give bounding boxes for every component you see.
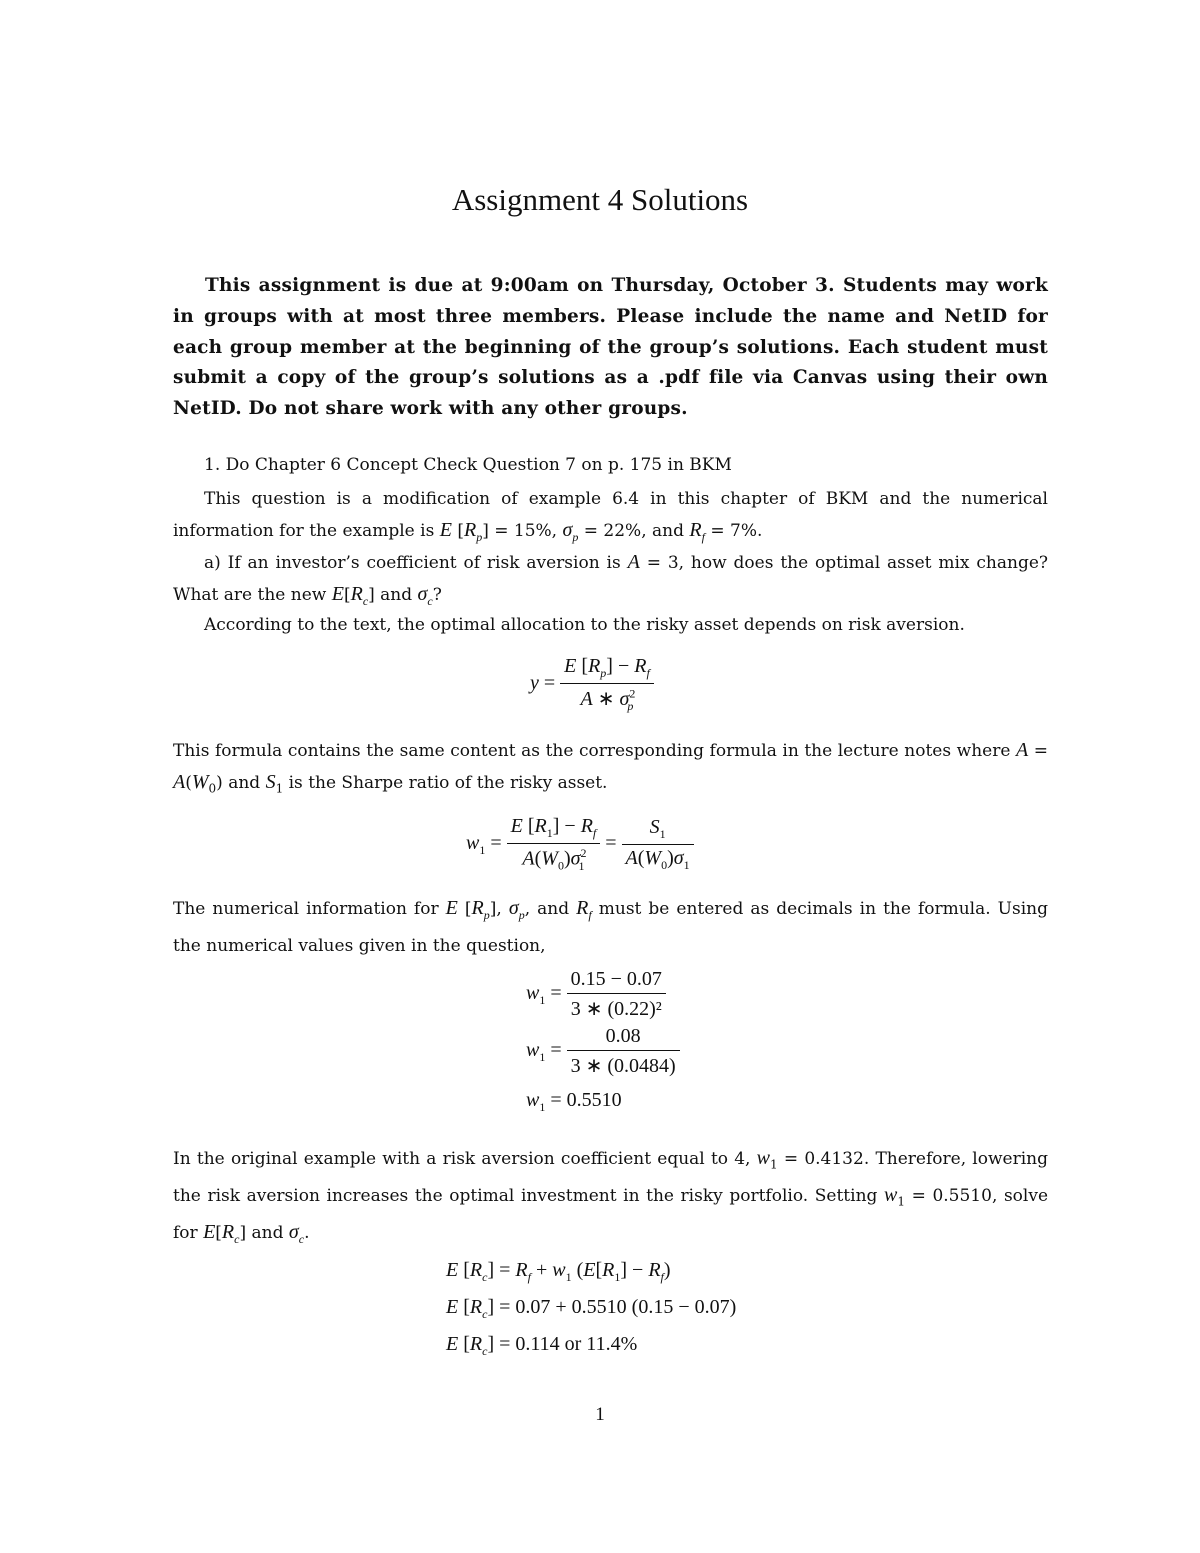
erc-value-3: = 0.114 or 11.4% bbox=[499, 1333, 638, 1355]
notice-text: This assignment is due at 9:00am on Thursday, October 3. Students may work in groups with at most three members. Please include the name and NetID for each group member at the beginning of the group’s solutions. Each student must submit a copy of the group’s solutions as a .pdf file via Canvas using their own NetID. Do not share work with any other groups. bbox=[173, 275, 1048, 420]
original-text-1: In the original example with a risk aversion coefficient equal to 4, bbox=[173, 1149, 751, 1169]
calc-den-1: 3 ∗ (0.22)² bbox=[567, 993, 666, 1021]
formula-explanation: This formula contains the same content as the corresponding formula in the lecture notes where $A = A(W_0)$ and $S_1$ is the Sharpe ratio of the risky asset. bbox=[173, 739, 1048, 795]
according-text: According to the text, the optimal allocation to the risky asset depends on risk aversion. bbox=[204, 615, 965, 635]
formula-y: y = $\frac{E [R_p] - R_f}{A ∗ \sigma^2_p}$ bbox=[530, 655, 654, 714]
erc-line-1: E $[R_c] = R_f + w_1$ $(E[R_1] - R_f)$ bbox=[446, 1259, 671, 1284]
calc-num-1: 0.15 − 0.07 bbox=[570, 968, 662, 990]
original-text-2: = 0.4132. Therefore, lowering the risk aversion increases the optimal investment in the risky portfolio. Setting bbox=[173, 1149, 1048, 1206]
calc-num-2: 0.08 bbox=[605, 1025, 641, 1047]
erc-line-3: E $[R_c] = 0.114$ or 11.4% bbox=[446, 1333, 638, 1358]
part-a-pre: a) If an investor’s coefficient of risk aversion is bbox=[204, 553, 621, 573]
intro-text: This question is a modification of example 6.4 in this chapter of BKM and the numerical information for the example is bbox=[173, 489, 1048, 541]
part-a-mid: = 3, how does the optimal asset mix change? What are the new bbox=[173, 553, 1049, 605]
numerical-paragraph: The numerical information for E $[R_p]$, $\sigma_p$, and $R_f$ must be entered as decimals in the formula. Using the numerical values given in the question, bbox=[173, 897, 1048, 956]
page-number: 1 bbox=[595, 1404, 605, 1425]
question-heading: 1. Do Chapter 6 Concept Check Question 7 on p. 175 in BKM bbox=[204, 455, 732, 475]
part-a-question: a) If an investor’s coefficient of risk aversion is A = 3, how does the optimal asset mix change? What are the new $E[R_c]$ and $\sigma_c$? bbox=[173, 551, 1049, 608]
erc-line-2: E $[R_c] = 0.07 + 0.5510$ (0.15 − 0.07) bbox=[446, 1296, 737, 1321]
calc-result: = 0.5510 bbox=[550, 1089, 622, 1111]
original-paragraph: In the original example with a risk aversion coefficient equal to 4, $w_1 = 0.4132$. Therefore, lowering the risk aversion increases the optimal investment in the risky portfolio. Setting $w_1 = 0.5510$, solve for $E[R_c]$ and $\sigma_c$. bbox=[173, 1147, 1049, 1246]
original-text-3: = 0.5510, solve for bbox=[173, 1185, 1049, 1243]
formula-text-1: This formula contains the same content as the corresponding formula in the lecture notes where bbox=[173, 741, 1011, 761]
erc-value-2: = 0.07 + 0.5510 (0.15 − 0.07) bbox=[499, 1296, 737, 1318]
calc-step-3: $w_1 = 0.5510$ bbox=[526, 1089, 622, 1114]
formula-w1: $w_1$ = $\frac{E [R_1] - R_f}{A(W_0)\sigma^2_1}$ = $\frac{S_1}{A(W_0)\sigma_1}$ bbox=[466, 815, 694, 874]
calc-den-2: 3 ∗ (0.0484) bbox=[567, 1050, 680, 1078]
numerical-text-2: must be entered as decimals in the formula. Using the numerical values given in the question, bbox=[173, 899, 1048, 956]
page-title: Assignment 4 Solutions bbox=[451, 182, 749, 217]
calc-step-2: $w_1$ = $\frac{0.08}{3 ∗ (0.0484)}$ bbox=[526, 1025, 680, 1078]
intro-val-erp: = 15%, bbox=[494, 520, 558, 541]
numerical-text-1: The numerical information for bbox=[173, 899, 439, 919]
intro-val-rf: = 7%. bbox=[710, 520, 763, 541]
part-a-end: ? bbox=[432, 584, 442, 605]
calc-step-1: $w_1$ = $\frac{0.15 - 0.07}{\text{3 ∗ (0.22)²}}$ bbox=[526, 968, 666, 1021]
intro-val-sigma: = 22%, and bbox=[583, 520, 684, 541]
intro-paragraph: This question is a modification of example 6.4 in this chapter of BKM and the numerical information for the example is E $[R_p] = 15\%$, $\sigma_p = 22\%$, and $R_f = 7\%$. bbox=[173, 489, 1048, 544]
assignment-notice bbox=[173, 271, 1048, 425]
formula-text-2: is the Sharpe ratio of the risky asset. bbox=[288, 772, 608, 793]
